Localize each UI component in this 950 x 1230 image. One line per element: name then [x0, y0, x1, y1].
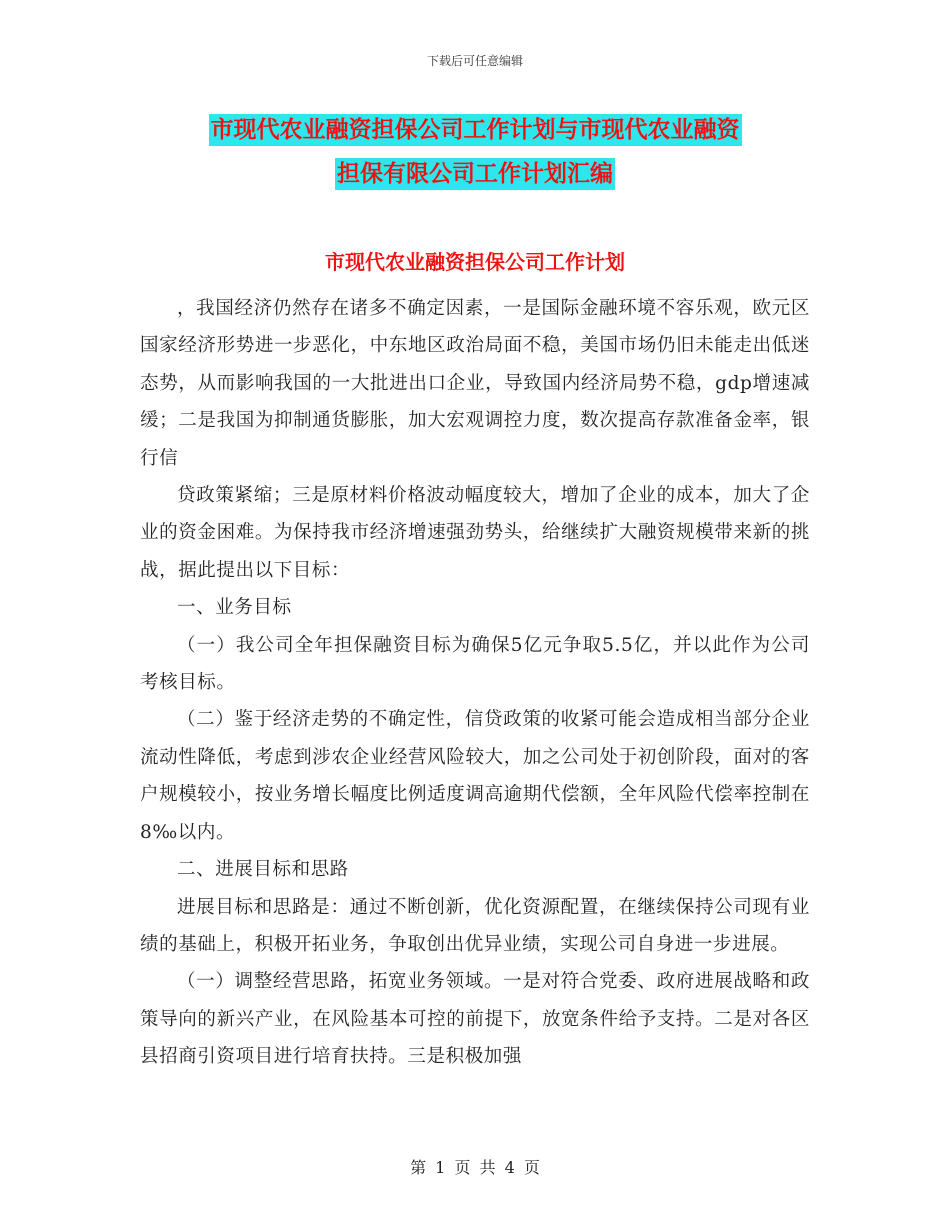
- paragraph: 贷政策紧缩；三是原材料价格波动幅度较大，增加了企业的成本，加大了企业的资金困难。为保持我市经济增速强劲势头，给继续扩大融资规模带来新的挑战，据此提出以下目标：: [140, 485, 810, 581]
- section-title: 市现代农业融资担保公司工作计划: [325, 250, 625, 274]
- document-title-line-2: 担保有限公司工作计划汇编: [335, 158, 615, 190]
- paragraph: （一）调整经营思路，拓宽业务领域。一是对符合党委、政府进展战略和政策导向的新兴产业，在风险基本可控的前提下，放宽条件给予支持。二是对各区县招商引资项目进行培育扶持。三是积极加强: [140, 971, 810, 1068]
- paragraph: 进展目标和思路是：通过不断创新，优化资源配置，在继续保持公司现有业绩的基础上，积极开拓业务，争取创出优异业绩，实现公司自身进一步进展。: [140, 896, 810, 955]
- paragraph: ，我国经济仍然存在诸多不确定因素，一是国际金融环境不容乐观，欧元区国家经济形势进一步恶化，中东地区政治局面不稳，美国市场仍旧未能走出低迷态势，从而影响我国的一大批进出口企业，导致国内经济局势不稳，gdp增速减缓；二是我国为抑制通货膨胀，加大宏观调控力度，数次提高存款准备金率，银行信: [140, 298, 810, 469]
- page-number-footer: 第 1 页 共 4 页: [410, 1158, 540, 1177]
- heading-business-goals: 一、业务目标: [177, 597, 292, 619]
- document-title-line-1: 市现代农业融资担保公司工作计划与市现代农业融资: [209, 114, 742, 146]
- paragraph: （一）我公司全年担保融资目标为确保5亿元争取5.5亿，并以此作为公司考核目标。: [140, 634, 810, 694]
- paragraph: （二）鉴于经济走势的不确定性，信贷政策的收紧可能会造成相当部分企业流动性降低，考虑到涉农企业经营风险较大，加之公司处于初创阶段，面对的客户规模较小，按业务增长幅度比例适度调高逾期代偿额，全年风险代偿率控制在8‰以内。: [140, 709, 810, 843]
- heading-development-goals: 二、进展目标和思路: [177, 859, 349, 881]
- header-note: 下载后可任意编辑: [426, 54, 523, 68]
- body-text: [140, 290, 810, 1076]
- document-title: [140, 108, 810, 196]
